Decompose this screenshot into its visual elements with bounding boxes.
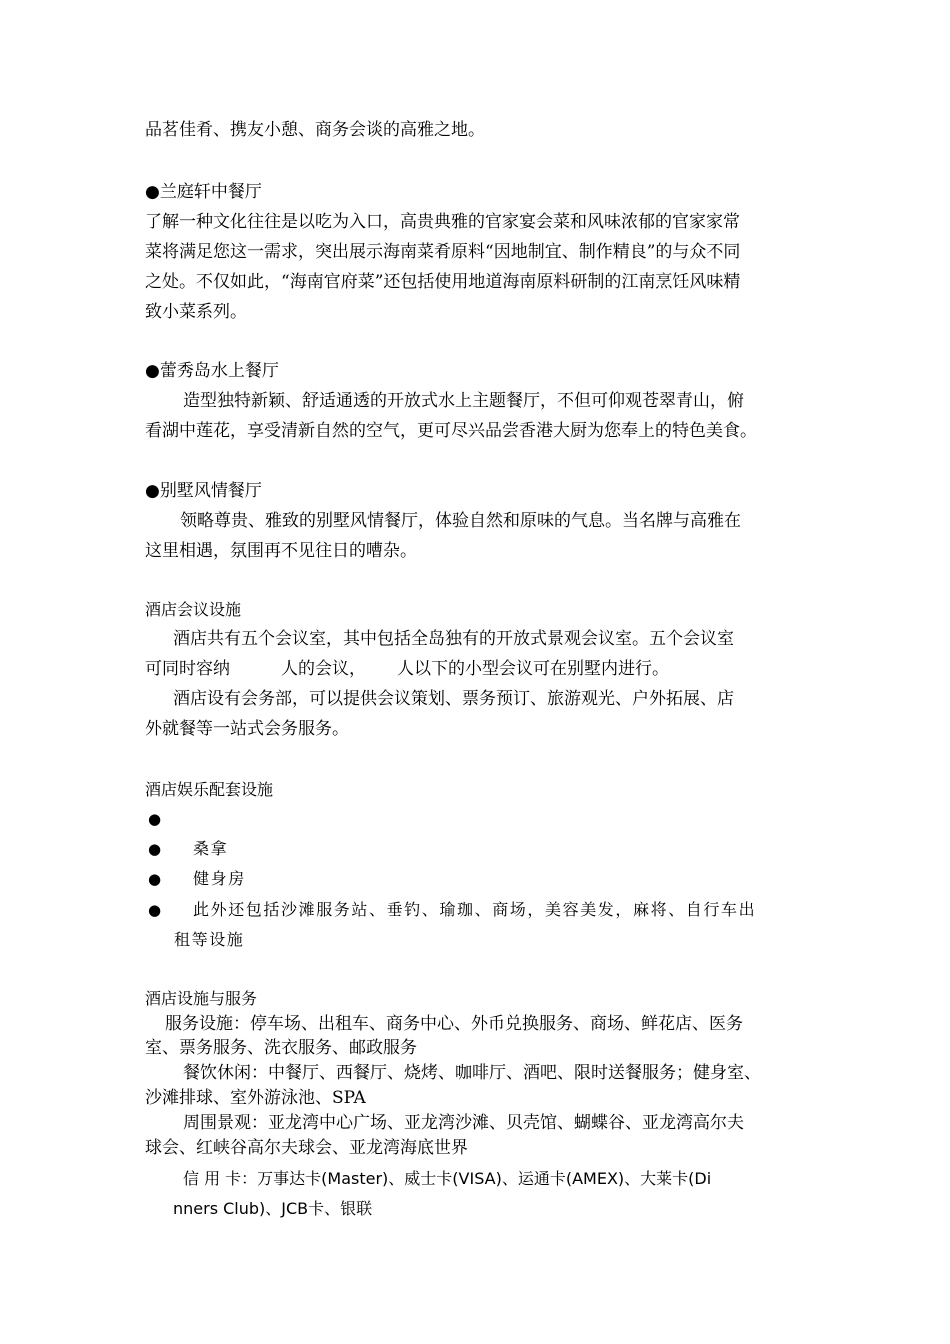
list-bullet: ● — [148, 870, 162, 888]
meeting-text: 人以下的小型会议可在别墅内进行。 — [397, 659, 669, 679]
services-text: 服务设施：停车场、出租车、商务中心、外币兑换服务、商场、鲜花店、医务 — [165, 1014, 743, 1034]
meeting-text: 人的会议， — [281, 659, 366, 679]
intro-text: 品茗佳肴、携友小憩、商务会谈的高雅之地。 — [145, 120, 485, 140]
services-text: nners Club)、JCB卡、银联 — [173, 1199, 373, 1218]
list-bullet: ● — [148, 901, 162, 919]
lanting-text: 了解一种文化往往是以吃为入口，高贵典雅的官家宴会菜和风味浓郁的官家家常 — [145, 212, 740, 232]
meeting-heading: 酒店会议设施 — [145, 600, 242, 619]
entertainment-heading: 酒店娱乐配套设施 — [145, 780, 274, 799]
villa-text: 领略尊贵、雅致的别墅风情餐厅，体验自然和原味的气息。当名牌与高雅在 — [180, 511, 741, 531]
villa-text: 这里相遇，氛围再不见往日的嘈杂。 — [145, 541, 417, 561]
entertainment-item: 桑拿 — [193, 839, 229, 858]
entertainment-item: 健身房 — [193, 869, 246, 888]
services-text: 沙滩排球、室外游泳池、SPA — [145, 1088, 366, 1108]
leixiu-title: ●蕾秀岛水上餐厅 — [145, 361, 279, 381]
meeting-text: 酒店设有会务部，可以提供会议策划、票务预订、旅游观光、户外拓展、店 — [173, 689, 734, 709]
list-bullet: ● — [148, 810, 162, 828]
entertainment-item: 租等设施 — [174, 930, 245, 949]
services-text: 信 用 卡：万事达卡(Master)、威士卡(VISA)、运通卡(AMEX)、大莱卡(Di — [183, 1169, 712, 1188]
services-text: 室、票务服务、洗衣服务、邮政服务 — [145, 1038, 417, 1058]
entertainment-item: 此外还包括沙滩服务站、垂钓、瑜珈、商场，美容美发，麻将、自行车出 — [193, 900, 757, 919]
villa-title: ●别墅风情餐厅 — [145, 481, 262, 501]
services-heading: 酒店设施与服务 — [145, 989, 258, 1008]
leixiu-text: 造型独特新颖、舒适通透的开放式水上主题餐厅，不但可仰观苍翠青山，俯 — [183, 391, 744, 411]
services-text: 球会、红峡谷高尔夫球会、亚龙湾海底世界 — [145, 1138, 468, 1158]
list-bullet: ● — [148, 840, 162, 858]
services-text: 周围景观：亚龙湾中心广场、亚龙湾沙滩、贝壳馆、蝴蝶谷、亚龙湾高尔夫 — [183, 1113, 744, 1133]
lanting-title: ●兰庭轩中餐厅 — [145, 182, 262, 202]
meeting-text: 酒店共有五个会议室，其中包括全岛独有的开放式景观会议室。五个会议室 — [173, 629, 734, 649]
leixiu-text: 看湖中莲花，享受清新自然的空气，更可尽兴品尝香港大厨为您奉上的特色美食。 — [145, 421, 757, 441]
services-text: 餐饮休闲：中餐厅、西餐厅、烧烤、咖啡厅、酒吧、限时送餐服务；健身室、 — [183, 1063, 761, 1083]
lanting-text: 之处。不仅如此，“海南官府菜”还包括使用地道海南原料研制的江南烹饪风味精 — [145, 272, 741, 292]
meeting-text: 可同时容纳 — [145, 659, 230, 679]
meeting-text: 外就餐等一站式会务服务。 — [145, 719, 349, 739]
lanting-text: 菜将满足您这一需求，突出展示海南菜肴原料“因地制宜、制作精良”的与众不同 — [145, 242, 741, 262]
lanting-text: 致小菜系列。 — [145, 302, 247, 322]
